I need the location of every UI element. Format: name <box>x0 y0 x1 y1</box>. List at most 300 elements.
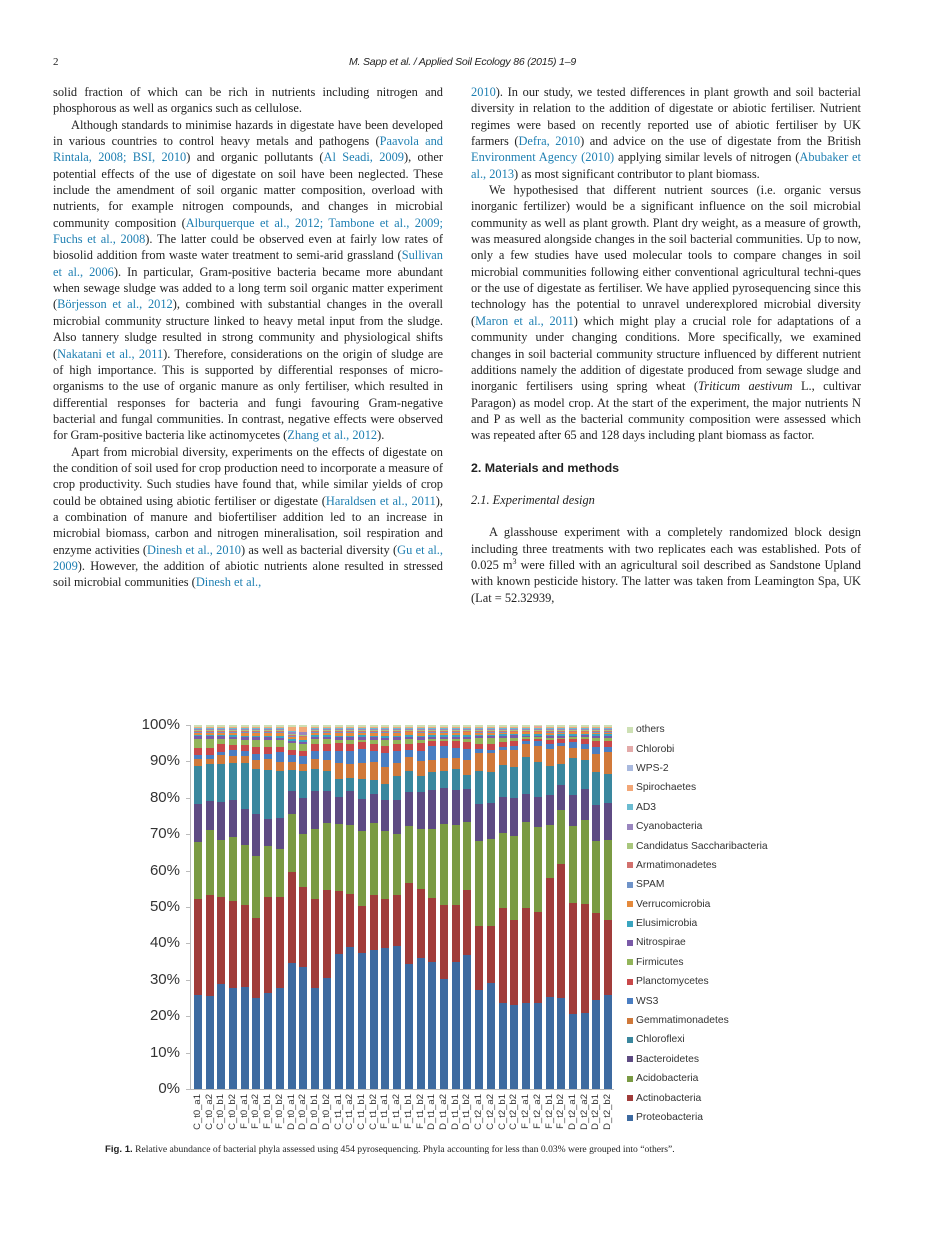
text-run: ) as well as bacterial diversity ( <box>240 542 398 557</box>
segment-chloroflexi <box>370 780 378 794</box>
segment-gemmatimonadetes <box>428 760 436 772</box>
x-tick-label: D_t0_b2 <box>320 1094 332 1130</box>
citation-link[interactable]: Nakatani et al., 2011 <box>57 346 164 361</box>
segment-proteobacteria <box>592 1000 600 1089</box>
bar-F_t0_b1 <box>264 725 272 1089</box>
legend-label: Armatimonadetes <box>636 859 717 871</box>
text-run: ). The latter could be observed even at fairly low rates of biosolid addition from waste water treatment to semi-arid grassland ( <box>53 232 443 263</box>
citation-link[interactable]: Alburquerque et al., 2012; Tambone et al., 2009; Fuchs et al., 2008 <box>53 215 443 247</box>
x-tick-label: C_t0_b1 <box>215 1094 227 1130</box>
text-run: Although standards to minimise hazards in digestate have been developed in various countries to control heavy metals and pathogens ( <box>53 117 443 149</box>
citation-link[interactable]: Dinesh et al., 2010 <box>147 542 241 557</box>
segment-acidobacteria <box>299 834 307 887</box>
bar-F_t2_a1 <box>522 725 530 1089</box>
citation-link[interactable]: Dinesh et al., <box>195 575 262 590</box>
segment-acidobacteria <box>522 822 530 908</box>
segment-proteobacteria <box>581 1013 589 1089</box>
text-run: ). Therefore, considerations on the origin of sludge are of high importance. This is supported by differential responses of micro-organisms to the use of organic manure as only fertiliser, which resulted in differential responses for bacteria and fungi favouring Gram-negative bacterial and fungal communities. In contrast, negative effects were observed for Gram-positive bacteria like actinomycetes ( <box>53 346 443 443</box>
segment-gemmatimonadetes <box>405 757 413 770</box>
bar-F_t1_a2 <box>393 725 401 1089</box>
bar-F_t0_a2 <box>252 725 260 1089</box>
legend-swatch-icon <box>627 862 633 868</box>
legend-item <box>627 1108 837 1127</box>
bar-F_t1_a1 <box>381 725 389 1089</box>
segment-gemmatimonadetes <box>358 763 366 779</box>
segment-bacteroidetes <box>428 790 436 829</box>
segment-proteobacteria <box>475 990 483 1089</box>
text-run: solid fraction of which can be rich in nutrients including nitrogen and phosphorous as well as organics such as cellulose. <box>53 85 443 116</box>
text-run: ), other potential effects of the use of digestate on soil have been neglected. These include the amendment of soil organic matter composition, overload with nutrients, for example nitrogen compounds, and changes in microbial community composition ( <box>53 150 444 230</box>
segment-chloroflexi <box>417 776 425 792</box>
stacked-bar-chart <box>130 710 830 1140</box>
text-run: applying similar levels of nitrogen ( <box>614 150 800 165</box>
segment-gemmatimonadetes <box>417 761 425 776</box>
segment-actinobacteria <box>194 899 202 995</box>
x-tick-label: C_t0_a2 <box>203 1094 215 1130</box>
bar-D_t2_b1 <box>592 725 600 1089</box>
x-axis <box>190 1089 614 1090</box>
citation-link[interactable]: Börjesson et al., 2012 <box>57 297 173 312</box>
x-tick-label: C_t0_b2 <box>227 1094 239 1130</box>
bar-D_t0_b2 <box>323 725 331 1089</box>
bar-D_t2_b2 <box>604 725 612 1089</box>
segment-acidobacteria <box>358 831 366 906</box>
legend-item <box>627 1069 837 1088</box>
legend-swatch-icon <box>627 804 633 810</box>
x-tick-label: C_t2_b2 <box>508 1094 520 1130</box>
segment-acidobacteria <box>569 826 577 903</box>
segment-actinobacteria <box>335 891 343 954</box>
segment-chloroflexi <box>581 760 589 789</box>
segment-proteobacteria <box>499 1003 507 1089</box>
y-tick-label: 60% <box>149 861 180 879</box>
segment-actinobacteria <box>440 905 448 979</box>
segment-acidobacteria <box>417 829 425 889</box>
x-tick-label: F_t2_a1 <box>520 1094 532 1129</box>
legend-swatch-icon <box>627 1095 633 1101</box>
y-tick-label: 70% <box>149 825 180 843</box>
legend-label: Cyanobacteria <box>636 821 703 833</box>
segment-actinobacteria <box>323 890 331 978</box>
segment-proteobacteria <box>557 998 565 1089</box>
bar-C_t2_a1 <box>475 725 483 1089</box>
legend-label: Acidobacteria <box>636 1073 699 1085</box>
segment-bacteroidetes <box>217 802 225 840</box>
y-tick-label: 20% <box>149 1007 180 1025</box>
segment-gemmatimonadetes <box>604 752 612 774</box>
text-run: ). In particular, Gram-positive bacteria became more abundant when sewage sludge was added to a long term soil organic matter experiment ( <box>53 264 443 312</box>
segment-actinobacteria <box>604 920 612 996</box>
bar-F_t0_a1 <box>241 725 249 1089</box>
segment-proteobacteria <box>546 997 554 1089</box>
bar-C_t1_b2 <box>370 725 378 1089</box>
citation-link[interactable]: Environment Agency (2010) <box>471 150 615 165</box>
segment-acidobacteria <box>252 856 260 918</box>
legend-label: Spirochaetes <box>636 782 697 794</box>
bar-C_t0_b1 <box>217 725 225 1089</box>
segment-acidobacteria <box>346 825 354 894</box>
x-tick-label: D_t1_b1 <box>449 1094 461 1130</box>
segment-bacteroidetes <box>335 797 343 824</box>
page-number: 2 <box>53 56 59 68</box>
legend-item <box>627 739 837 758</box>
segment-gemmatimonadetes <box>335 763 343 779</box>
caption-text: Relative abundance of bacterial phyla assessed using 454 pyrosequencing. Phyla accounting for less than 0.03% were grouped into “others”. <box>132 1144 675 1155</box>
segment-chloroflexi <box>288 770 296 792</box>
segment-bacteroidetes <box>264 819 272 846</box>
citation-link[interactable]: 2010 <box>471 85 496 99</box>
segment-acidobacteria <box>592 841 600 913</box>
bar-C_t2_a2 <box>487 725 495 1089</box>
legend-item <box>627 1011 837 1030</box>
legend-item <box>627 933 837 952</box>
segment-planctomycetes <box>323 744 331 751</box>
bar-D_t1_b1 <box>452 725 460 1089</box>
legend-swatch-icon <box>627 824 633 830</box>
segment-ws3 <box>311 751 319 758</box>
segment-bacteroidetes <box>194 804 202 842</box>
segment-proteobacteria <box>510 1005 518 1089</box>
segment-ws3 <box>358 749 366 763</box>
segment-proteobacteria <box>229 988 237 1089</box>
segment-proteobacteria <box>194 995 202 1089</box>
segment-ws3 <box>288 755 296 762</box>
bar-D_t2_a1 <box>569 725 577 1089</box>
x-tick-label: C_t2_a2 <box>484 1094 496 1130</box>
segment-proteobacteria <box>323 978 331 1089</box>
x-tick-label: D_t1_a1 <box>426 1094 438 1130</box>
segment-acidobacteria <box>288 814 296 871</box>
segment-chloroflexi <box>229 763 237 800</box>
legend-label: AD3 <box>636 801 657 813</box>
segment-gemmatimonadetes <box>522 744 530 756</box>
x-tick-label: D_t2_b1 <box>590 1094 602 1130</box>
segment-firmicutes <box>276 740 284 747</box>
segment-actinobacteria <box>534 912 542 1003</box>
legend-label: Planctomycetes <box>636 976 709 988</box>
segment-chloroflexi <box>592 772 600 805</box>
segment-gemmatimonadetes <box>311 759 319 770</box>
paragraph <box>471 182 861 444</box>
segment-acidobacteria <box>510 836 518 920</box>
segment-acidobacteria <box>581 820 589 905</box>
segment-chloroflexi <box>276 771 284 819</box>
segment-chloroflexi <box>487 772 495 804</box>
segment-chloroflexi <box>346 778 354 791</box>
segment-ws3 <box>405 750 413 757</box>
segment-acidobacteria <box>217 840 225 896</box>
segment-chloroflexi <box>206 764 214 800</box>
segment-actinobacteria <box>358 906 366 953</box>
y-tick-label: 50% <box>149 898 180 915</box>
segment-bacteroidetes <box>241 809 249 845</box>
segment-gemmatimonadetes <box>299 764 307 771</box>
legend-item <box>627 953 837 972</box>
segment-planctomycetes <box>358 742 366 749</box>
segment-gemmatimonadetes <box>557 746 565 764</box>
segment-bacteroidetes <box>417 792 425 828</box>
segment-bacteroidetes <box>346 791 354 826</box>
paragraph <box>53 84 443 117</box>
bar-F_t2_b2 <box>557 725 565 1089</box>
citation-link[interactable]: Gu et al., 2009 <box>53 542 444 573</box>
subsection-heading: 2.1. Experimental design <box>471 492 595 507</box>
x-tick-label: D_t0_a2 <box>297 1094 309 1130</box>
y-tick-label: 100% <box>141 716 180 733</box>
legend-swatch-icon <box>627 959 633 965</box>
text-run: L., cultivar Paragon) as model crop. At the start of the experiment, the major nutrients N and P as well as the bacterial community composition were assessed which was repeated after 65 and 128 days including plant biomass as factor. <box>471 379 861 443</box>
legend-swatch-icon <box>627 765 633 771</box>
segment-acidobacteria <box>428 829 436 898</box>
legend-swatch-icon <box>627 921 633 927</box>
legend-item <box>627 759 837 778</box>
segment-chloroflexi <box>252 769 260 815</box>
text-run: Triticum aestivum <box>698 379 793 394</box>
segment-bacteroidetes <box>299 798 307 834</box>
legend-label: Verrucomicrobia <box>636 898 711 910</box>
text-run: ) and organic pollutants ( <box>186 150 324 165</box>
segment-proteobacteria <box>241 987 249 1089</box>
segment-bacteroidetes <box>487 803 495 838</box>
x-tick-label: F_t1_a1 <box>379 1094 391 1129</box>
segment-acidobacteria <box>311 829 319 899</box>
segment-bacteroidetes <box>499 797 507 833</box>
x-tick-label: D_t0_a1 <box>285 1094 297 1130</box>
segment-actinobacteria <box>452 905 460 962</box>
segment-bacteroidetes <box>405 792 413 826</box>
bar-D_t1_b2 <box>463 725 471 1089</box>
segment-planctomycetes <box>405 744 413 751</box>
citation-link[interactable]: Abubaker et al., 2013 <box>471 150 861 181</box>
segment-actinobacteria <box>264 897 272 993</box>
segment-proteobacteria <box>276 988 284 1089</box>
citation-link[interactable]: Zhang et al., 2012 <box>287 428 378 443</box>
segment-planctomycetes <box>264 747 272 754</box>
y-axis <box>190 725 191 1089</box>
segment-actinobacteria <box>206 895 214 997</box>
segment-bacteroidetes <box>557 785 565 810</box>
x-tick-label: F_t0_b1 <box>262 1094 274 1129</box>
segment-chloroflexi <box>264 770 272 819</box>
right-column <box>471 84 861 606</box>
segment-gemmatimonadetes <box>194 759 202 766</box>
x-tick-label: D_t2_a2 <box>578 1094 590 1130</box>
segment-proteobacteria <box>206 996 214 1089</box>
text-run: ) which might play a crucial role for adaptations of a community under changing conditions. More specifically, we examined changes in soil bacterial community structure influenced by different nutrient additions namely the addition of digestate produced from sewage sludge and inorganic fertilisers using spring wheat ( <box>471 313 861 394</box>
segment-actinobacteria <box>381 899 389 948</box>
segment-bacteroidetes <box>522 794 530 822</box>
bar-D_t2_a2 <box>581 725 589 1089</box>
segment-chloroflexi <box>405 771 413 793</box>
text-run: ). <box>377 428 385 443</box>
segment-proteobacteria <box>569 1014 577 1089</box>
legend-item <box>627 1088 837 1107</box>
segment-actinobacteria <box>463 890 471 955</box>
segment-chloroflexi <box>569 758 577 795</box>
segment-ws3 <box>463 749 471 759</box>
segment-proteobacteria <box>522 1003 530 1089</box>
bar-D_t0_b1 <box>311 725 319 1089</box>
bar-D_t0_a2 <box>299 725 307 1089</box>
segment-actinobacteria <box>252 918 260 998</box>
segment-ws3 <box>393 751 401 764</box>
segment-acidobacteria <box>393 834 401 896</box>
x-tick-label: F_t2_b1 <box>543 1094 555 1129</box>
legend-label: Proteobacteria <box>636 1112 703 1123</box>
x-tick-label: F_t1_a2 <box>391 1094 403 1129</box>
segment-gemmatimonadetes <box>487 753 495 772</box>
x-tick-label: C_t2_b1 <box>496 1094 508 1130</box>
segment-gemmatimonadetes <box>264 759 272 770</box>
citation-link[interactable]: Paavola and Rintala, 2008; BSI, 2010 <box>53 134 443 165</box>
segment-proteobacteria <box>288 963 296 1089</box>
segment-chloroflexi <box>323 771 331 791</box>
segment-ws3 <box>299 756 307 763</box>
segment-bacteroidetes <box>604 803 612 841</box>
segment-proteobacteria <box>393 946 401 1089</box>
segment-bacteroidetes <box>581 789 589 820</box>
segment-ws3 <box>370 751 378 762</box>
bar-C_t1_a2 <box>346 725 354 1089</box>
segment-actinobacteria <box>405 883 413 964</box>
legend-label: Elusimicrobia <box>636 918 698 930</box>
segment-actinobacteria <box>475 926 483 990</box>
segment-proteobacteria <box>358 953 366 1089</box>
segment-chloroflexi <box>428 772 436 790</box>
segment-actinobacteria <box>299 887 307 967</box>
bar-F_t2_b1 <box>546 725 554 1089</box>
legend-item <box>627 817 837 836</box>
citation-link[interactable]: Defra, 2010 <box>518 134 581 149</box>
segment-proteobacteria <box>264 993 272 1089</box>
page-header <box>53 56 872 70</box>
citation-link[interactable]: Al Seadi, 2009 <box>323 150 404 165</box>
legend-swatch-icon <box>627 727 633 733</box>
segment-gemmatimonadetes <box>499 750 507 764</box>
segment-chloroflexi <box>557 764 565 785</box>
bar-C_t0_b2 <box>229 725 237 1089</box>
segment-proteobacteria <box>311 988 319 1089</box>
segment-bacteroidetes <box>381 800 389 831</box>
citation-link[interactable]: Maron et al., 2011 <box>475 313 574 328</box>
segment-bacteroidetes <box>323 791 331 823</box>
segment-bacteroidetes <box>276 818 284 849</box>
legend-item <box>627 1030 837 1049</box>
segment-chloroflexi <box>217 764 225 802</box>
legend-swatch-icon <box>627 882 633 888</box>
segment-proteobacteria <box>381 948 389 1089</box>
legend-label: Gemmatimonadetes <box>636 1015 729 1027</box>
legend-label: Actinobacteria <box>636 1092 702 1104</box>
bar-C_t1_a1 <box>335 725 343 1089</box>
segment-proteobacteria <box>335 954 343 1089</box>
x-tick-label: F_t2_a2 <box>531 1094 543 1129</box>
segment-chloroflexi <box>604 774 612 803</box>
segment-gemmatimonadetes <box>452 758 460 769</box>
bar-D_t1_a1 <box>428 725 436 1089</box>
segment-actinobacteria <box>487 926 495 984</box>
citation-link[interactable]: Sullivan et al., 2006 <box>53 248 443 279</box>
segment-proteobacteria <box>405 964 413 1089</box>
legend-item <box>627 778 837 797</box>
bar-F_t2_a2 <box>534 725 542 1089</box>
segment-gemmatimonadetes <box>581 749 589 759</box>
bar-C_t2_b1 <box>499 725 507 1089</box>
x-tick-label: F_t2_b2 <box>555 1094 567 1129</box>
segment-bacteroidetes <box>592 805 600 841</box>
segment-gemmatimonadetes <box>346 764 354 779</box>
segment-chloroflexi <box>534 762 542 797</box>
segment-chloroflexi <box>299 771 307 798</box>
x-tick-label: F_t0_a2 <box>250 1094 262 1129</box>
segment-gemmatimonadetes <box>440 758 448 770</box>
segment-acidobacteria <box>241 845 249 905</box>
segment-gemmatimonadetes <box>241 756 249 763</box>
text-run: ), a combination of manure and biofertiliser addition led to an increase in microbial biomass, carbon and nitrogen mineralisation, soil respiration and enzyme activities ( <box>53 493 443 557</box>
bar-F_t0_b2 <box>276 725 284 1089</box>
segment-gemmatimonadetes <box>370 762 378 780</box>
segment-gemmatimonadetes <box>276 762 284 771</box>
text-run: ), combined with substantial changes in the overall microbial community structure linked to heavy metal input from the sludge. Also tannery sludge resulted in strong community and physiological shifts ( <box>53 297 443 361</box>
segment-bacteroidetes <box>452 790 460 825</box>
segment-bacteroidetes <box>569 795 577 826</box>
segment-chloroflexi <box>440 771 448 789</box>
segment-acidobacteria <box>452 825 460 905</box>
segment-bacteroidetes <box>463 789 471 822</box>
legend-item <box>627 836 837 855</box>
legend-label: WPS-2 <box>636 762 669 774</box>
text-run: ) and advice on the use of digestate from the British <box>580 134 861 149</box>
segment-ws3 <box>323 751 331 760</box>
segment-planctomycetes <box>311 744 319 751</box>
segment-bacteroidetes <box>440 788 448 823</box>
segment-firmicutes <box>299 744 307 751</box>
segment-acidobacteria <box>463 822 471 890</box>
y-tick-label: 10% <box>149 1043 180 1061</box>
legend-label: Bacteroidetes <box>636 1053 699 1065</box>
segment-bacteroidetes <box>206 801 214 830</box>
figure-caption <box>105 1144 825 1155</box>
legend-item <box>627 798 837 817</box>
citation-link[interactable]: Haraldsen et al., 2011 <box>325 493 436 508</box>
text-run: ). In our study, we tested differences in plant growth and soil bacterial diversity in relation to the addition of digestate or abiotic fertiliser. Nutrient regimes were based on recently reported use of abiotic fertiliser by UK farmers ( <box>471 85 861 149</box>
x-tick-label: C_t2_a1 <box>473 1094 485 1130</box>
segment-planctomycetes <box>452 741 460 748</box>
paragraph: A glasshouse experiment with a completely randomized block design including three treatments with two replicates each was established. Pots of 0.025 $m^3$ were filled with an agricultural soil described as Sandstone Upland with known pesticide history. The latter was taken from Leamington Spa, UK (Lat = 52.32939, <box>471 525 861 605</box>
segment-gemmatimonadetes <box>510 750 518 767</box>
segment-gemmatimonadetes <box>217 755 225 764</box>
segment-bacteroidetes <box>358 799 366 831</box>
text-run: ). However, the addition of abiotic nutrients alone resulted in stressed soil microbial communities ( <box>53 558 443 590</box>
segment-chloroflexi <box>452 769 460 790</box>
segment-gemmatimonadetes <box>475 753 483 771</box>
segment-chloroflexi <box>499 765 507 797</box>
segment-actinobacteria <box>229 901 237 988</box>
segment-gemmatimonadetes <box>393 763 401 776</box>
segment-ws3 <box>592 747 600 754</box>
text-run: Apart from microbial diversity, experiments on the effects of digestate on the condition of soil used for crop production need to incorporate a measure of crop productivity. Such studies have found that, while similar yields of crop could be obtained using abiotic fertiliser or digestate ( <box>53 444 443 508</box>
legend-label: Candidatus Saccharibacteria <box>636 840 768 852</box>
legend-label: SPAM <box>636 879 665 891</box>
segment-gemmatimonadetes <box>288 762 296 769</box>
segment-gemmatimonadetes <box>229 756 237 763</box>
chart-legend <box>627 720 837 1127</box>
bar-D_t1_a2 <box>440 725 448 1089</box>
segment-ws3 <box>276 752 284 761</box>
legend-swatch-icon <box>627 940 633 946</box>
segment-actinobacteria <box>592 913 600 1000</box>
legend-label: Chlorobi <box>636 743 675 755</box>
